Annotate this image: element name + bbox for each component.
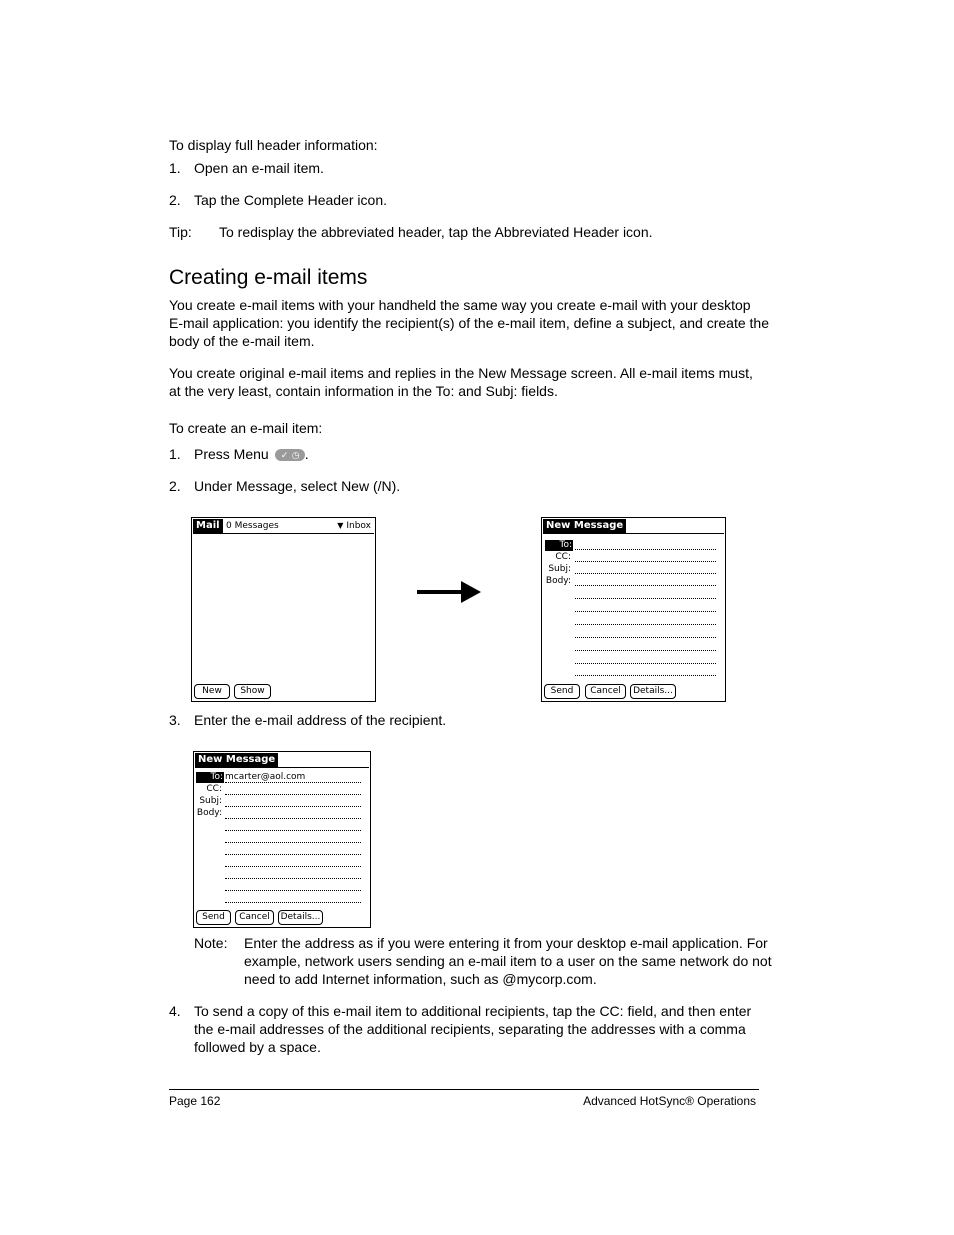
app-tab: New Message [543, 519, 626, 533]
mail-screen [191, 517, 376, 702]
chapter-title: Advanced HotSync® Operations [583, 1094, 756, 1108]
tip-label: Tip: [169, 224, 192, 240]
show-button[interactable]: Show [234, 684, 271, 699]
details-button[interactable]: Details... [278, 910, 323, 925]
triangle-down-icon: ▼ [337, 521, 344, 530]
procedure-heading-full-header: To display full header information: [169, 137, 378, 153]
text-line: Enter the address as if you were entering it from your desktop e-mail application. For [244, 935, 768, 951]
menu-icon: ✓ ◷ [275, 449, 305, 461]
body-label[interactable]: Body: [545, 576, 571, 586]
body-field[interactable] [225, 818, 361, 819]
new-message-screen [541, 517, 726, 702]
text-line: E-mail application: you identify the recipient(s) of the e-mail item, define a subject, and create the [169, 315, 769, 331]
text-line: the e-mail addresses of the additional recipients, separating the addresses with a comma [194, 1021, 746, 1037]
to-field[interactable] [225, 782, 361, 783]
title-bar [195, 753, 369, 768]
step-text: Under Message, select New (/N). [194, 478, 401, 494]
cc-field[interactable] [575, 561, 716, 562]
to-value[interactable]: mcarter@aol.com [225, 772, 306, 782]
app-tab: New Message [195, 753, 278, 767]
title-bar [193, 519, 374, 534]
text-line: You create original e-mail items and replies in the New Message screen. All e-mail items must, [169, 365, 753, 381]
step-number: 1. [169, 446, 181, 462]
intro-paragraph [169, 296, 769, 350]
body-field[interactable] [575, 585, 716, 586]
procedure-heading-create: To create an e-mail item: [169, 420, 323, 436]
details-button[interactable]: Details... [630, 684, 676, 699]
to-label[interactable]: To: [196, 772, 224, 783]
step-text: Enter the e-mail address of the recipient. [194, 712, 447, 728]
text-line: followed by a space. [194, 1039, 321, 1055]
body-line[interactable] [225, 878, 361, 879]
note-label: Note: [194, 935, 228, 951]
step-text: Open an e-mail item. [194, 160, 324, 176]
subj-field[interactable] [575, 573, 716, 574]
step-number: 1. [169, 160, 181, 176]
body-line[interactable] [575, 637, 716, 638]
body-line[interactable] [225, 890, 361, 891]
subj-label[interactable]: Subj: [548, 564, 571, 574]
section-title: Creating e-mail items [169, 266, 368, 289]
folder-picker[interactable] [337, 520, 371, 532]
to-field[interactable] [575, 549, 716, 550]
cc-label[interactable]: CC: [206, 784, 222, 794]
message-count: 0 Messages [226, 521, 279, 531]
text-line: You create e-mail items with your handheld the same way you create e-mail with your desktop [169, 297, 751, 313]
app-tab: Mail [193, 519, 223, 533]
body-line[interactable] [225, 830, 361, 831]
body-line[interactable] [575, 675, 716, 676]
tip-text: To redisplay the abbreviated header, tap the Abbreviated Header icon. [219, 224, 653, 240]
cancel-button[interactable]: Cancel [585, 684, 626, 699]
to-label[interactable]: To: [545, 540, 573, 551]
body-line[interactable] [225, 854, 361, 855]
second-paragraph [169, 364, 769, 400]
cc-label[interactable]: CC: [555, 552, 571, 562]
body-line[interactable] [225, 866, 361, 867]
text-line: at the very least, contain information in the To: and Subj: fields. [169, 383, 558, 399]
new-button[interactable]: New [194, 684, 230, 699]
body-line[interactable] [575, 650, 716, 651]
body-line[interactable] [575, 624, 716, 625]
text-line: To send a copy of this e-mail item to additional recipients, tap the CC: field, and then enter [194, 1003, 752, 1019]
note-text [244, 934, 772, 988]
text-line: need to add Internet information, such as @mycorp.com. [244, 971, 597, 987]
send-button[interactable]: Send [196, 910, 231, 925]
cancel-button[interactable]: Cancel [235, 910, 274, 925]
body-line[interactable] [575, 611, 716, 612]
step-4-text [194, 1002, 764, 1056]
step-1 [194, 445, 309, 463]
step-text: Press Menu [194, 446, 269, 462]
body-line[interactable] [225, 902, 361, 903]
new-message-filled-screen [193, 751, 371, 928]
step-number: 2. [169, 478, 181, 494]
body-line[interactable] [225, 842, 361, 843]
subj-label[interactable]: Subj: [199, 796, 222, 806]
step-text: Tap the Complete Header icon. [194, 192, 387, 208]
title-bar [543, 519, 724, 534]
cc-field[interactable] [225, 794, 361, 795]
page-number: Page 162 [169, 1094, 221, 1108]
text-line: body of the e-mail item. [169, 333, 315, 349]
text-line: example, network users sending an e-mail item to a user on the same network do not [244, 953, 772, 969]
send-button[interactable]: Send [544, 684, 580, 699]
folder-name: Inbox [346, 521, 371, 531]
right-arrow-icon [417, 579, 483, 607]
step-end: . [304, 446, 309, 462]
step-number: 3. [169, 712, 181, 728]
step-number: 2. [169, 192, 181, 208]
body-line[interactable] [575, 598, 716, 599]
subj-field[interactable] [225, 806, 361, 807]
step-number: 4. [169, 1003, 181, 1019]
body-line[interactable] [575, 663, 716, 664]
body-label[interactable]: Body: [196, 808, 222, 818]
footer-rule [169, 1089, 759, 1090]
